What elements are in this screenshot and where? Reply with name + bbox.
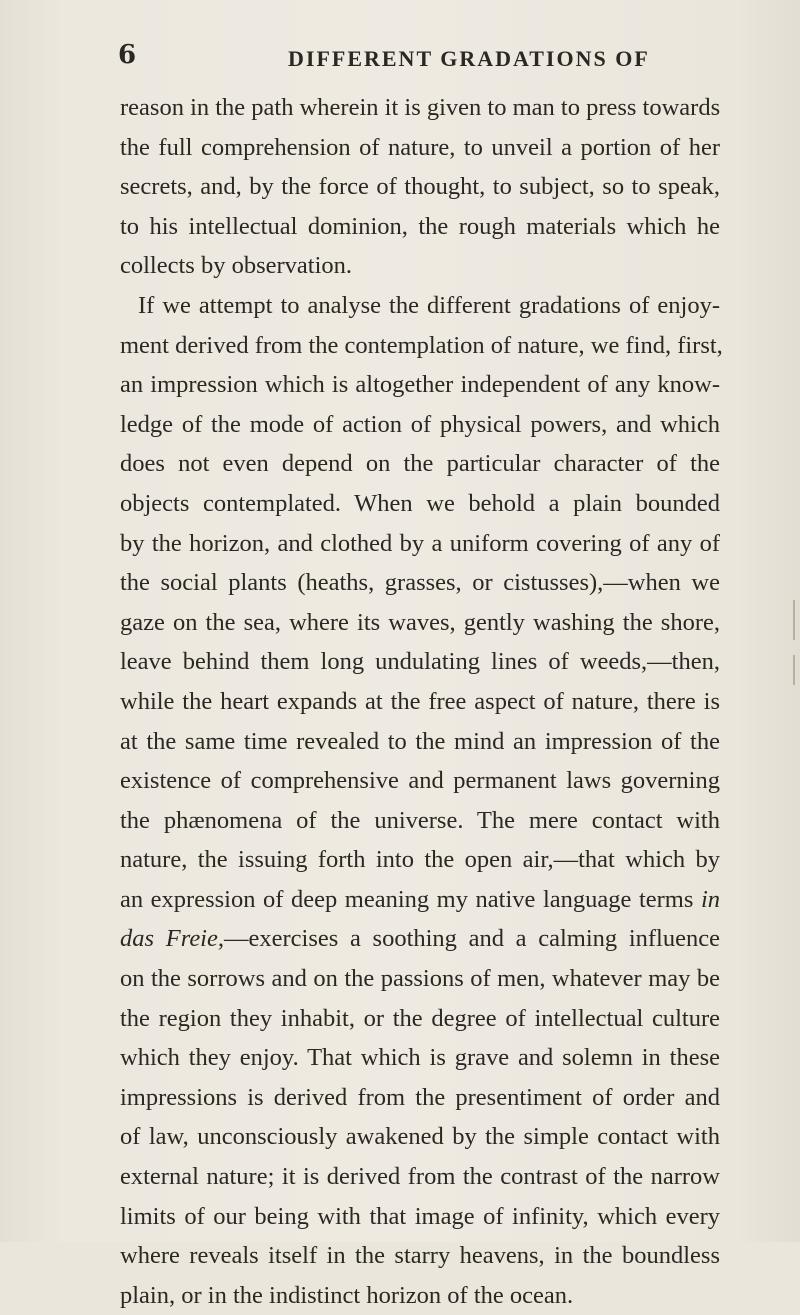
text-line: ledge of the mode of action of physical powers, and which: [120, 410, 720, 438]
text-line: existence of comprehensive and permanent laws governing: [120, 767, 720, 795]
text-line: plain, or in the indistinct horizon of the ocean.: [120, 1281, 574, 1309]
text-line: reason in the path wherein it is given to man to press towards: [120, 94, 721, 121]
text-line: the phænomena of the universe. The mere contact with: [120, 806, 720, 834]
page-edge-mark: [793, 600, 795, 640]
text-line: [120, 880, 720, 920]
text-line: the social plants (heaths, grasses, or cistusses),—when we: [120, 569, 720, 597]
text-line: impressions is derived from the presentiment of order and: [120, 1083, 720, 1111]
text-line: the region they inhabit, or the degree of intellectual culture: [120, 1004, 720, 1032]
text-line: does not even depend on the particular character of the: [120, 450, 720, 478]
text-line: to his intellectual dominion, the rough materials which he: [120, 212, 720, 240]
text-line: nature, the issuing forth into the open air,—that which by: [120, 846, 720, 874]
text-line: gaze on the sea, where its waves, gently washing the shore,: [120, 608, 720, 636]
text-line: on the sorrows and on the passions of men, whatever may be: [120, 965, 720, 993]
page-number: 6: [118, 40, 137, 70]
text-segment: an expression of deep meaning my native language terms: [120, 885, 694, 913]
text-line: ment derived from the contemplation of nature, we find, first,: [120, 331, 723, 359]
page-header: [118, 40, 718, 80]
body-text: [120, 88, 723, 1315]
text-line: at the same time revealed to the mind an impression of the: [120, 727, 720, 755]
text-line: secrets, and, by the force of thought, to subject, so to speak,: [120, 173, 720, 201]
italic-word: in: [700, 885, 720, 913]
text-line: the full comprehension of nature, to unveil a portion of her: [120, 133, 720, 161]
text-line: of law, unconsciously awakened by the simple contact with: [120, 1123, 720, 1151]
italic-phrase: das Freie,: [120, 925, 224, 953]
text-line: leave behind them long undulating lines of weeds,—then,: [120, 648, 720, 676]
text-line: [120, 919, 720, 959]
text-line: while the heart expands at the free aspect of nature, there is: [120, 687, 720, 715]
text-line: an impression which is altogether independent of any know-: [120, 371, 720, 399]
text-segment: —exercises a soothing and a calming influence: [224, 925, 720, 953]
page-edge-mark: [793, 655, 795, 685]
text-line: external nature; it is derived from the contrast of the narrow: [120, 1163, 720, 1191]
text-line: collects by observation.: [120, 252, 353, 280]
text-line: limits of our being with that image of infinity, which every: [120, 1202, 720, 1230]
text-line: by the horizon, and clothed by a uniform covering of any of: [120, 529, 720, 557]
text-line: If we attempt to analyse the different gradations of enjoy-: [138, 291, 720, 319]
text-line: which they enjoy. That which is grave and solemn in these: [120, 1044, 720, 1072]
running-title: DIFFERENT GRADATIONS OF: [288, 46, 650, 71]
text-line: objects contemplated. When we behold a plain bounded: [120, 489, 720, 517]
text-line: where reveals itself in the starry heavens, in the boundless: [120, 1242, 720, 1270]
